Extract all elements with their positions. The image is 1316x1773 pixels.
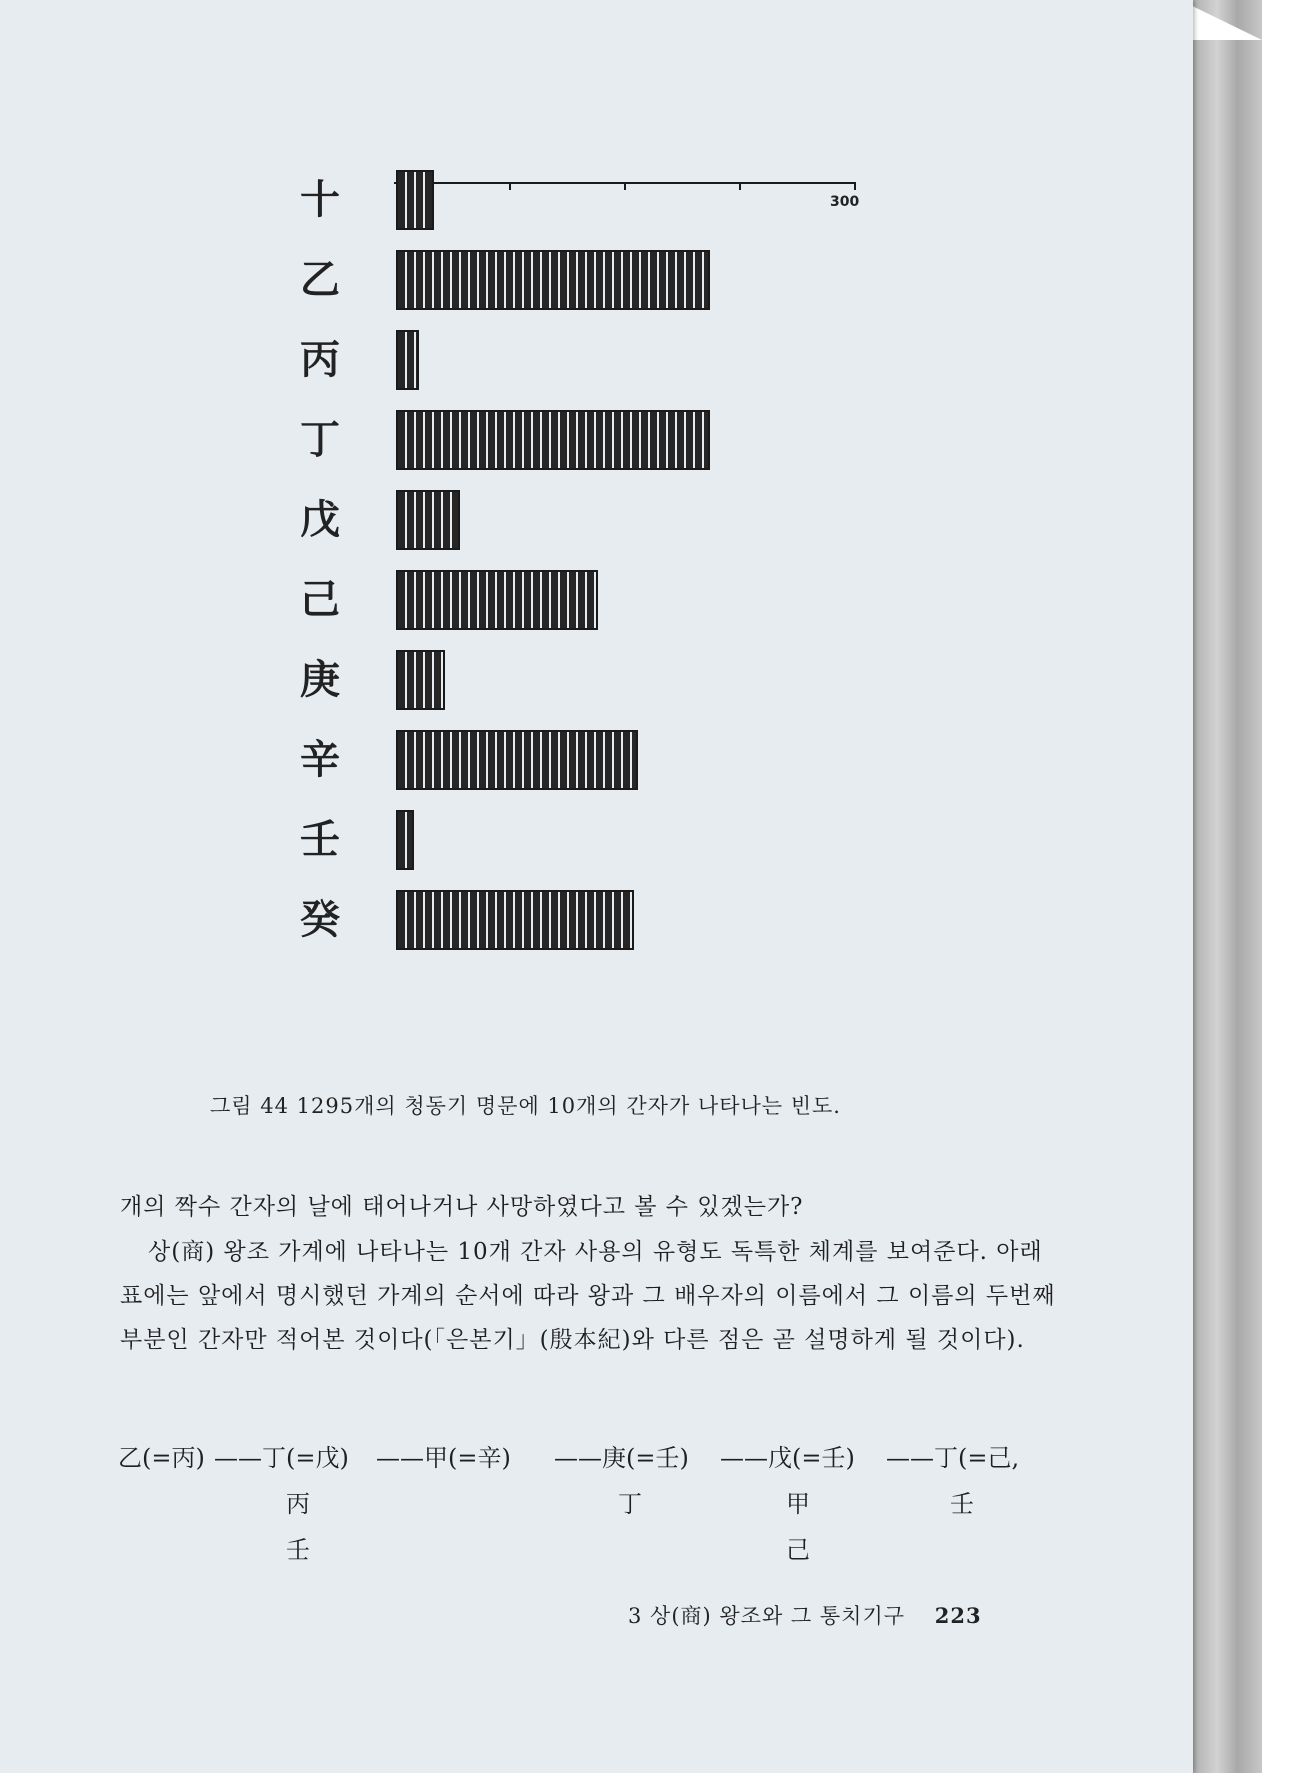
category-glyph-3: 丙 bbox=[300, 337, 340, 383]
x-axis-tick bbox=[624, 182, 626, 190]
category-glyph-10: 癸 bbox=[300, 897, 340, 943]
chain-node-2: ——丁(=戊) bbox=[214, 1444, 349, 1472]
chain-sub-2b: 壬 bbox=[286, 1536, 310, 1564]
chain-node-6: ——丁(=己, bbox=[886, 1444, 1020, 1472]
category-glyph-9: 壬 bbox=[300, 817, 340, 863]
chain-node-4: ——庚(=壬) bbox=[554, 1444, 689, 1472]
chain-node-5: ——戊(=壬) bbox=[720, 1444, 855, 1472]
category-glyph-8: 辛 bbox=[300, 737, 340, 783]
category-glyph-5: 戊 bbox=[300, 497, 340, 543]
chain-node-1: 乙(=丙) bbox=[118, 1444, 205, 1472]
bar-3 bbox=[396, 330, 419, 390]
chain-sub-6a: 壬 bbox=[950, 1490, 974, 1518]
bar-4 bbox=[396, 410, 710, 470]
bar-5 bbox=[396, 490, 460, 550]
x-axis-tick bbox=[739, 182, 741, 190]
chain-sub-2a: 丙 bbox=[286, 1490, 310, 1518]
category-glyph-6: 己 bbox=[300, 577, 340, 623]
category-glyph-7: 庚 bbox=[300, 657, 340, 703]
frequency-bar-chart bbox=[290, 170, 880, 1070]
bar-1 bbox=[396, 170, 434, 230]
body-paragraph-2: 상(商) 왕조 가계에 나타나는 10개 간자 사용의 유형도 독특한 체계를 보여준다. 아래 표에는 앞에서 명시했던 가계의 순서에 따라 왕과 그 배우자의 이름에서 그 이름의 두번째 부분인 간자만 적어본 것이다(「은본기」(殷本紀)와 다른 점은 곧 설명하게 될 것이다). bbox=[120, 1239, 1056, 1353]
running-footer bbox=[628, 1600, 982, 1630]
chain-node-3: ——甲(=辛) bbox=[376, 1444, 511, 1472]
genealogy-chain bbox=[118, 1438, 1078, 1578]
bar-10 bbox=[396, 890, 634, 950]
bar-2 bbox=[396, 250, 710, 310]
chain-sub-5b: 己 bbox=[786, 1536, 810, 1564]
category-glyph-4: 丁 bbox=[300, 417, 340, 463]
chain-sub-4a: 丁 bbox=[618, 1490, 642, 1518]
bar-9 bbox=[396, 810, 414, 870]
figure-caption: 그림 44 1295개의 청동기 명문에 10개의 간자가 나타나는 빈도. bbox=[210, 1094, 841, 1118]
bar-7 bbox=[396, 650, 445, 710]
page-number: 223 bbox=[934, 1603, 982, 1628]
x-axis-tick bbox=[509, 182, 511, 190]
chain-sub-5a: 甲 bbox=[786, 1490, 810, 1518]
category-glyph-2: 乙 bbox=[300, 257, 340, 303]
x-axis-tick-label-300: 300 bbox=[830, 194, 860, 210]
body-paragraph-1: 개의 짝수 간자의 날에 태어나거나 사망하였다고 볼 수 있겠는가? bbox=[120, 1194, 804, 1220]
running-head: 3 상(商) 왕조와 그 통치기구 bbox=[628, 1604, 906, 1628]
category-glyph-1: 十 bbox=[300, 177, 340, 223]
bar-6 bbox=[396, 570, 598, 630]
x-axis-tick bbox=[854, 182, 856, 190]
bar-8 bbox=[396, 730, 638, 790]
